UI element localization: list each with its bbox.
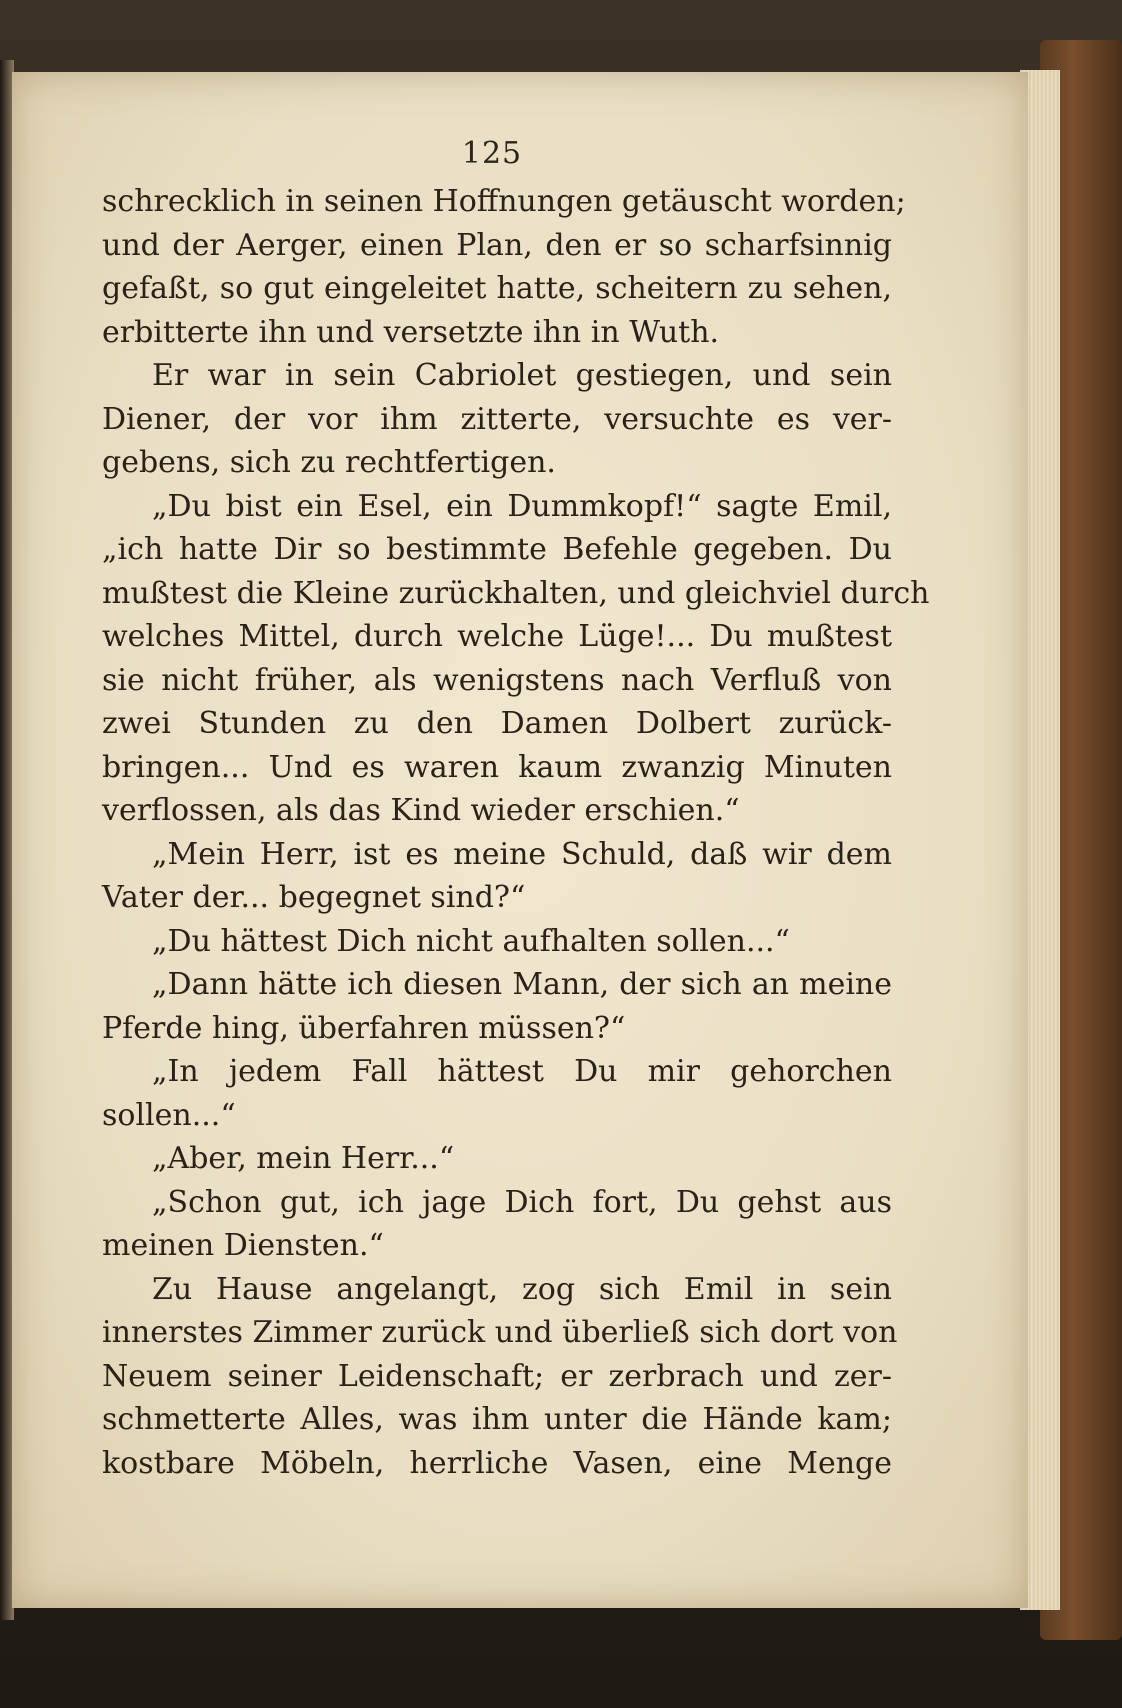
text-line: gebens, sich zu rechtfertigen.	[102, 445, 556, 480]
text-line: Pferde hing, überfahren müssen?“	[102, 1010, 626, 1046]
text-line: und der Aerger, einen Plan, den er so scharfsinnig	[102, 227, 892, 263]
text-line: „Dann hätte ich diesen Mann, der sich an meine	[152, 967, 892, 1002]
text-line: Zu Hause angelangt, zog sich Emil in sein	[152, 1271, 892, 1307]
text-line: „Du bist ein Esel, ein Dummkopf!“ sagte Emil,	[152, 488, 892, 524]
text-line: schrecklich in seinen Hoffnungen getäuscht worden;	[102, 184, 906, 219]
text-line: „In jedem Fall hättest Du mir gehorchen	[152, 1054, 892, 1089]
text-line: bringen... Und es waren kaum zwanzig Minuten	[102, 749, 892, 785]
text-line: Er war in sein Cabriolet gestiegen, und sein	[152, 358, 892, 393]
text-line: Diener, der vor ihm zitterte, versuchte es ver-	[102, 401, 892, 437]
text-line: Neuem seiner Leidenschaft; er zerbrach und zer-	[102, 1358, 892, 1394]
text-line: mußtest die Kleine zurückhalten, und gleichviel durch	[102, 575, 930, 611]
text-line: welches Mittel, durch welche Lüge!... Du mußtest	[102, 619, 892, 654]
body-text	[102, 180, 930, 1485]
text-line: kostbare Möbeln, herrliche Vasen, eine Menge	[102, 1445, 892, 1481]
text-line: „Du hättest Dich nicht aufhalten sollen...“	[152, 923, 790, 959]
text-line: „Schon gut, ich jage Dich fort, Du gehst aus	[152, 1184, 892, 1220]
text-line: gefaßt, so gut eingeleitet hatte, scheitern zu sehen,	[102, 271, 892, 306]
text-line: innerstes Zimmer zurück und überließ sich dort von	[102, 1315, 898, 1350]
text-line: schmetterte Alles, was ihm unter die Hände kam;	[102, 1402, 892, 1437]
text-line: „Aber, mein Herr...“	[152, 1141, 455, 1176]
text-line: sie nicht früher, als wenigstens nach Verfluß von	[102, 662, 892, 698]
book-page	[12, 72, 1028, 1608]
text-line: zwei Stunden zu den Damen Dolbert zurück-	[102, 706, 892, 741]
text-line: „Mein Herr, ist es meine Schuld, daß wir dem	[152, 836, 892, 872]
page-number: 125	[461, 136, 523, 171]
text-line: verflossen, als das Kind wieder erschien.“	[102, 793, 740, 828]
text-line: erbitterte ihn und versetzte ihn in Wuth.	[102, 314, 720, 350]
text-line: sollen...“	[102, 1097, 236, 1133]
text-line: Vater der... begegnet sind?“	[102, 880, 526, 915]
text-line: „ich hatte Dir so bestimmte Befehle gegeben. Du	[102, 532, 892, 567]
text-line: meinen Diensten.“	[102, 1228, 384, 1263]
